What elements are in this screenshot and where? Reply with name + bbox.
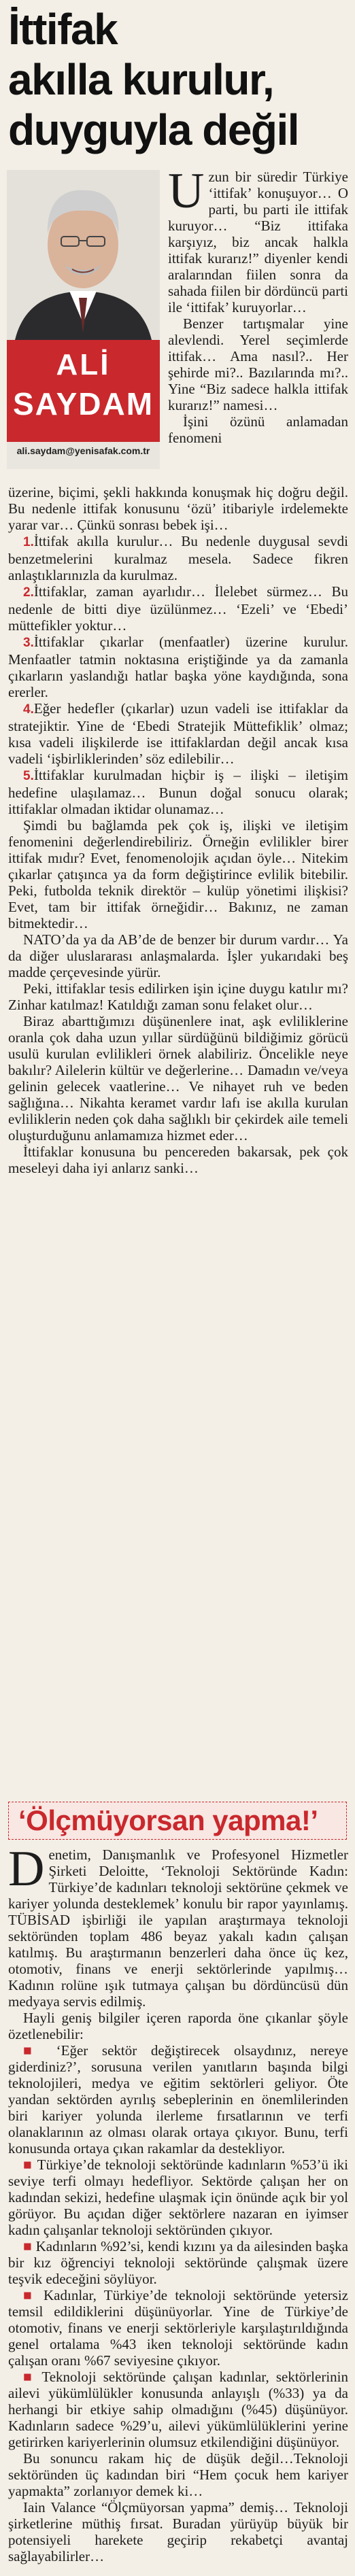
intro-text: zun bir süredir Türkiye ‘ittifak’ konuşuyor… O parti, bu parti ile ittifak kuruyor… “Biz ittifaka karşıyız, biz ancak halkla ittifak kurarız!” diyenler kendi aralarından fiilen sonra da sahada fiilen bir dördüncü parti ile ‘ittifak’ kuruyorlar… [168,169,348,315]
article-intro [168,163,348,315]
bullet-item [8,2369,348,2450]
article-paragraph: Biraz abarttığımızı düşünenlere inat, aşk evliliklerine oranla çok daha uzun yıllar sürdüğünü bildiğimiz görücü usulü kurulan evlilikleri örnek alabiliriz. Öncelikle neye bakılır? Ailelerin kültür ve değerlerine… Damadın ve/veya gelinin gelecek vaatlerine… Ve nihayet ruh ve beden sağlığına… Nikahta keramet vardır lafı ise akılla kurulan evliliklerin neden çok daha sağlıklı bir çekirdek aile temeli oluşturduğunu anlamamıza hizmet eder… [8,1013,348,1144]
section-2-intro [8,1841,348,2010]
author-last-name: SAYDAM [12,386,154,422]
bullet-item [8,2287,348,2369]
numbered-point [8,767,348,817]
point-text: İttifak akılla kurulur… Bu nedenle duygusal sevdi benzetmelerini kuralmaz mesela. Sadece fikren anlaştıklarınızla da kurulmaz. [8,533,348,583]
headline-line-1: İttifak [8,5,118,54]
headline-line-2: akılla kurulur, [8,55,274,104]
dropcap: U [168,163,205,219]
point-number: 5. [23,769,34,783]
numbered-point [8,700,348,767]
article-paragraph: İşini özünü anlamadan fenomeni [168,413,348,446]
headline-line-3: duyguyla değil [8,105,299,154]
section-2-header [8,1802,347,1840]
bullet-square-icon: ■ [23,2287,44,2303]
point-number: 4. [23,702,34,717]
article-paragraph: Peki, ittifaklar tesis edilirken işin içine duygu katılır mı? Zinhar katılmaz! Katıldığı zaman sonu felaket olur… [8,980,348,1013]
bullet-text: Kadınların %92’si, kendi kızını ya da ailesinden başka bir kız öğrenciyi teknoloji sektöründe çalışmak üzere teşvik edeceğini söylüyor. [8,2238,349,2287]
article-paragraph: Şimdi bu bağlamda pek çok iş, ilişki ve iletişim fenomenini değerlendirebiliriz. Örneğin evlilikler birer ittifak mıdır? Evet, fenomenolojik açıdan öyle… Nitekim çıkarlar çatışınca ya da form değiştirince evlilik bitebilir. Peki, futbolda teknik direktör – kulüp yönetimi ilişkisi? Evet, tam bir ittifak örneğidir… Bakınız, ne zaman bitmektedir… [8,817,348,931]
bullet-item [8,2157,348,2238]
author-portrait-illustration [7,170,160,347]
bullet-item [8,2238,348,2287]
point-text: İttifaklar çıkarlar (menfaatler) üzerine kurulur. Menfaatler tatmin noktasına eriştiğinde ya da zamanla çıkarların yaslandığı hatlar başka yöne kaydığında, sona ererler. [8,634,348,700]
author-first-name: ALİ [56,348,111,381]
bullet-item [8,2042,348,2157]
numbered-point [8,634,348,700]
article-right-column [168,163,348,446]
point-text: İttifaklar, zaman ayarlıdır… İlelebet sürmez… Bu nedenle de bitti diye üzülünmez… ‘Ezeli’ ve ‘Ebedi’ müttefikler yoktur… [8,583,348,634]
bullet-square-icon: ■ [23,2238,36,2254]
section-2-body [8,1841,349,2564]
author-name-banner [7,340,160,442]
bullet-text: Kadınlar, Türkiye’de teknoloji sektöründe yetersiz temsil edildiklerini düşünüyorlar. Yine de Türkiye’de otomotiv, finans ve enerji sektörleriyle karşılaştırıldığında genel ortalama %43 iken teknoloji sektöründe kadın çalışan oranı %67 seviyesine çıkıyor. [8,2287,349,2369]
headline [8,4,348,155]
article-body [8,484,348,1176]
point-number: 1. [23,535,34,549]
bullet-text: Teknoloji sektöründe çalışan kadınlar, sektörlerinin ailevi yükümlülükler konusunda anlayışlı (%33) ya da herhangi bir etkiye sahip olmadığını (%45) düşünüyor. Kadınların sadece %29’u, ailevi yükümlülüklerini yerine getirirken kariyerlerinin olumsuz etkilendiğini düşünüyor. [8,2369,348,2450]
bullet-square-icon: ■ [23,2157,37,2173]
point-text: Eğer hedefler (çıkarlar) uzun vadeli ise ittifaklar da stratejiktir. Yine de ‘Ebedi Stratejik Müttefiklik’ olmaz; kısa vadeli ilişkilerde ise ittifaklardan değil ancak kısa vadeli ‘işbirliklerinden’ söz edilebilir… [8,700,348,767]
author-email[interactable]: ali.saydam@yenisafak.com.tr [16,445,150,456]
numbered-point [8,533,348,583]
article-paragraph: Hayli geniş bilgiler içeren raporda öne çıkanlar şöyle özetlenebilir: [8,2010,348,2042]
point-text: İttifaklar kurulmadan hiçbir iş – ilişki – iletişim hedefine ulaşılamaz… Bunun doğal sonucu olarak; ittifaklar olmadan iktidar olunamaz… [8,767,348,817]
article-paragraph: İttifaklar konusuna bu pencereden bakarsak, pek çok meseleyi daha iyi anlarız sanki… [8,1144,348,1176]
bullet-text: ‘Eğer sektör değiştirecek olsaydınız, nereye giderdiniz?’, sorusuna verilen yanıtların başında bilgi teknolojileri, medya ve eğitim sektörleri geliyor. Öte yandan sektörden ayrılış sebeplerinin en önemlilerinden biri kariyer yolunda ilerleme fırsatlarının ve terfi olanaklarının az olması olarak ortaya çıkıyor. Bunu, terfi konusunda ortaya çıkan rakamlar da destekliyor. [8,2042,349,2157]
bullet-square-icon: ■ [23,2369,42,2385]
bullet-text: Türkiye’de teknoloji sektöründe kadınların %53’ü iki seviye terfi olmayı hedefliyor. Sektörde çalışan her on kadından sekizi, hedefine ulaşmak için önünde açık bir yol görüyor. Bu açıdan diğer sektörlere nazaran en iyimser kadın çalışanlar teknoloji sektöründen çıkıyor. [8,2157,348,2238]
section-2-title: ‘Ölçmüyorsan yapma!’ [18,1804,318,1836]
article-paragraph: üzerine, biçimi, şekli hakkında konuşmak hiç doğru değil. Bu nedenle ittifak konusunu ‘özü’ itibariyle irdelemekte yarar var… Çünkü sonrası bebek işi… [8,484,348,533]
intro-text: enetim, Danışmanlık ve Profesyonel Hizmetler Şirketi Deloitte, ‘Teknoloji Sektöründe Kadın: Türkiye’de kadınları teknoloji sektörüne çekmek ve kariyer yolunda desteklemek’ konulu bir rapor yayınlamış. TÜBİSAD işbirliği ile yapılan araştırmaya teknoloji sektöründen toplam 486 beyaz yakalı kadın çalışan katılmış. Bu araştırmanın benzerleri daha önce üç kez, otomotiv, finans ve enerji sektörlerinde yapılmış… Kadının rolüne ışık tutmaya çalışan bu dördüncüsü dün medyaya servis edilmiş. [8,1847,348,2010]
dropcap: D [8,1841,45,1897]
point-number: 3. [23,636,34,650]
numbered-point [8,583,348,634]
article-paragraph: Benzer tartışmalar yine alevlendi. Yerel seçimlerde ittifak… Ama nasıl?.. Her şehirde mi?.. Bazılarında mı?.. Yine “Biz sadece halkla ittifak kurarız!” namesi… [168,315,348,413]
article-paragraph: NATO’da ya da AB’de de benzer bir durum vardır… Ya da diğer uluslararası anlaşmalarda. İşler yukarıdaki beş madde çerçevesinde yürür. [8,931,348,980]
bullet-square-icon: ■ [23,2042,56,2059]
article-paragraph: Bu sonuncu rakam hiç de düşük değil…Teknoloji sektöründen üç kadından biri “Hem çocuk hem kariyer yapmakta” zorlanıyor demek ki… [8,2450,348,2499]
point-number: 2. [23,585,34,600]
article-paragraph: Iain Valance “Ölçmüyorsan yapma” demiş… Teknoloji şirketlerine müthiş fırsat. Buradan yürüyüp büyük bir potensiyeli harekete geçirip rekabetçi avantaj sağlayabilirler… [8,2499,348,2564]
